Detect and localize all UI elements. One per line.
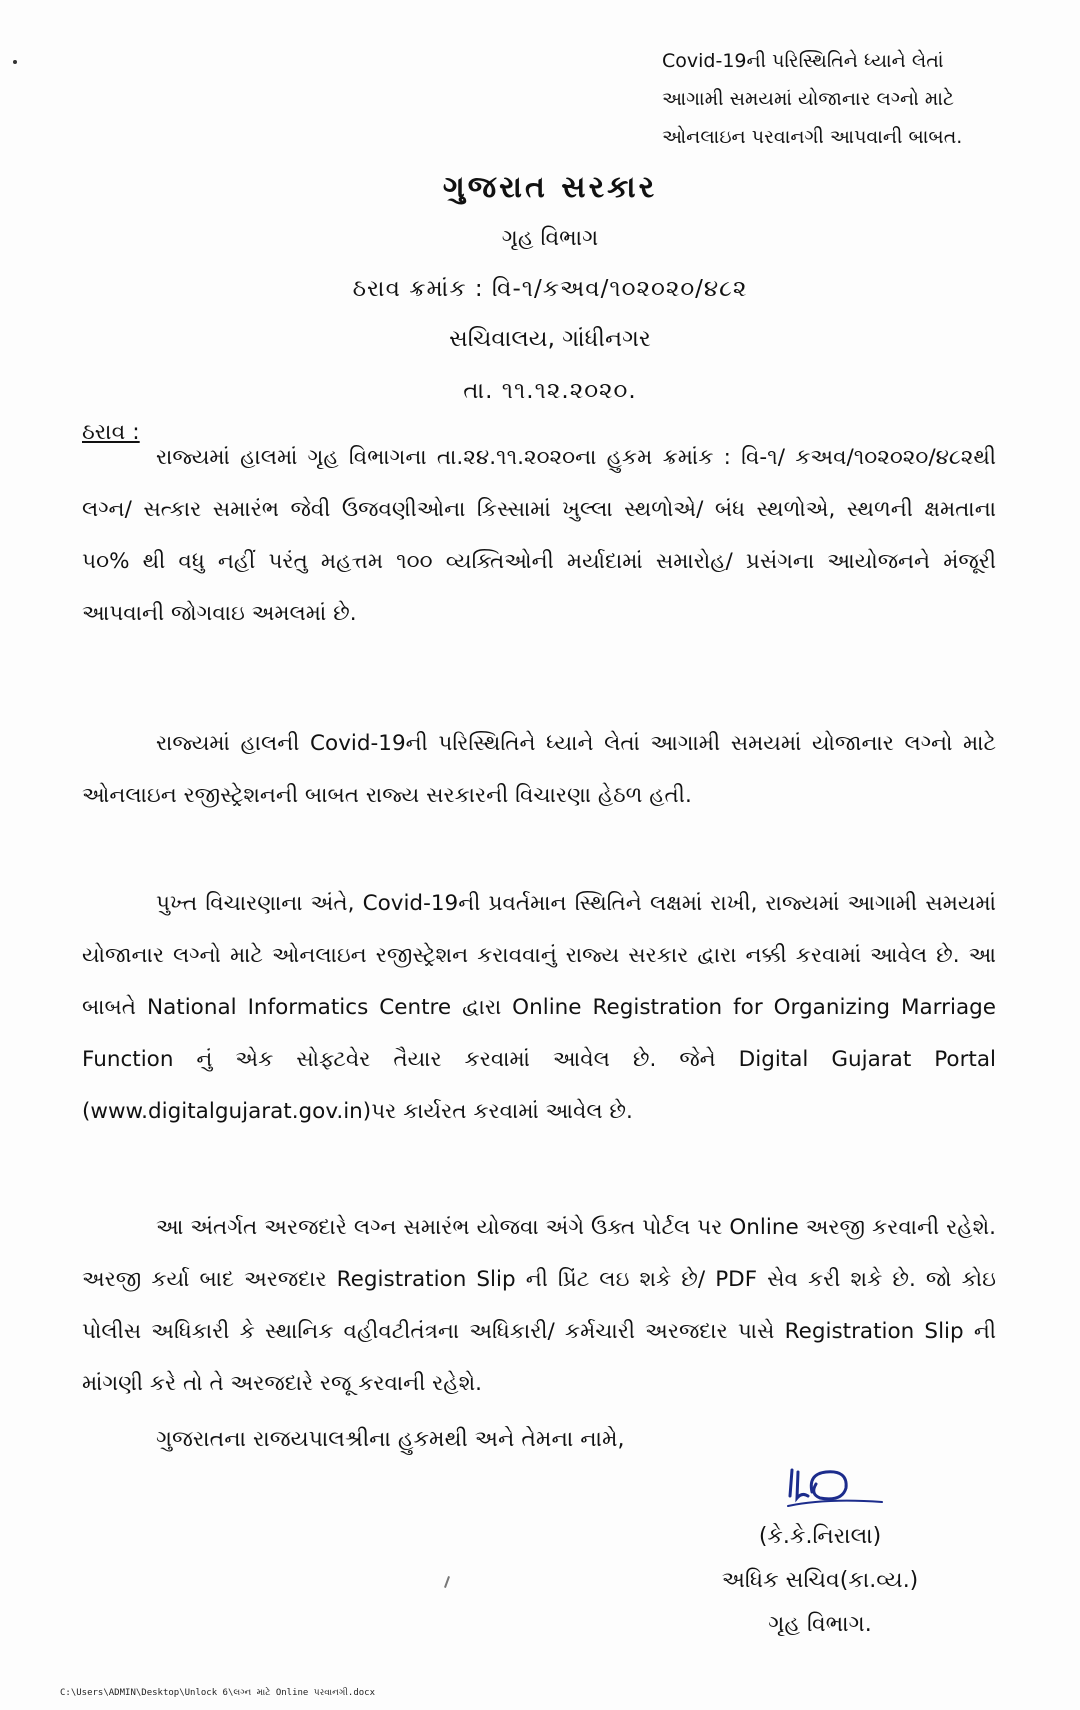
- body-paragraph: રાજ્યમાં હાલમાં ગૃહ વિભાગના તા.૨૪.૧૧.૨૦૨૦ના હુકમ ક્રમાંક : વિ-૧/ કઅવ/૧૦૨૦૨૦/૪૮૨થી લગ્ન/ સત્કાર સમારંભ જેવી ઉજવણીઓના કિસ્સામાં ખુલ્લા સ્થળોએ/ બંધ સ્થળોએ, સ્થળની ક્ષમતાના ૫૦% થી વધુ નહીં પરંતુ મહત્તમ ૧૦૦ વ્યક્તિઓની મર્યાદામાં સમારોહ/ પ્રસંગના આયોજનને મંજૂરી આપવાની જોગવાઇ અમલમાં છે.: [82, 445, 996, 626]
- resolution-label: ઠરાવ :: [82, 420, 140, 445]
- signatory-name: (કે.કે.નિરાલા): [758, 1524, 882, 1549]
- stray-mark: [444, 1576, 450, 1588]
- resolution-number: ઠરાવ ક્રમાંક : વિ-૧/કઅવ/૧૦૨૦૨૦/૪૮૨: [352, 276, 748, 302]
- body-paragraph: આ અંતર્ગત અરજદારે લગ્ન સમારંભ યોજવા અંગે ઉક્ત પોર્ટલ પર Online અરજી કરવાની રહેશે. અરજી કર્યા બાદ અરજદાર Registration Slip ની પ્રિંટ લઇ શકે છે/ PDF સેવ કરી શકે છે. જો કોઇ પોલીસ અધિકારી કે સ્થાનિક વહીવટીતંત્રના અધિકારી/ કર્મચારી અરજદાર પાસે Registration Slip ની માંગણી કરે તો તે અરજદારે રજૂ કરવાની રહેશે.: [82, 1215, 996, 1396]
- handwritten-signature: [786, 1462, 896, 1510]
- signatory-designation: અધિક સચિવ(કા.વ્ય.): [721, 1568, 919, 1593]
- subject-line: ઓનલાઇન પરવાનગી આપવાની બાબત.: [662, 126, 963, 148]
- body-paragraph: પુખ્ત વિચારણાના અંતે, Covid-19ની પ્રવર્તમાન સ્થિતિને લક્ષમાં રાખી, રાજ્યમાં આગામી સમયમાં યોજાનાર લગ્નો માટે ઓનલાઇન રજીસ્ટ્રેશન કરાવવાનું રાજ્ય સરકાર દ્વારા નક્કી કરવામાં આવેલ છે. આ બાબતે National Informatics Centre દ્વારા Online Registration for Organizing Marriage Function નું એક સોફ્ટવેર તૈયાર કરવામાં આવેલ છે. જેને Digital Gujarat Portal (www.digitalgujarat.gov.in)પર કાર્યરત કરવામાં આવેલ છે.: [82, 891, 996, 1124]
- department-name: ગૃહ વિભાગ: [501, 226, 599, 251]
- signatory-block: [640, 1515, 1000, 1647]
- scan-speck: [13, 60, 17, 64]
- subject-line: આગામી સમયમાં યોજાનાર લગ્નો માટે: [662, 88, 955, 110]
- footer-file-path: C:\Users\ADMIN\Desktop\Unlock 6\લગ્ન માટે Online પરવાનગી.docx: [60, 1688, 376, 1698]
- subject-note: [662, 42, 1062, 156]
- subject-line: Covid-19ની પરિસ્થિતિને ધ્યાને લેતાં: [662, 50, 944, 72]
- office-place: સચિવાલય, ગાંધીનગર: [449, 326, 651, 352]
- document-date: તા. ૧૧.૧૨.૨૦૨૦.: [463, 378, 637, 404]
- government-title: ગુજરાત સરકાર: [442, 170, 658, 205]
- closing-line: ગુજરાતના રાજયપાલશ્રીના હુકમથી અને તેમના નામે,: [156, 1427, 625, 1452]
- body-paragraph: રાજ્યમાં હાલની Covid-19ની પરિસ્થિતિને ધ્યાને લેતાં આગામી સમયમાં યોજાનાર લગ્નો માટે ઓનલાઇન રજીસ્ટ્રેશનની બાબત રાજ્ય સરકારની વિચારણા હેઠળ હતી.: [82, 731, 996, 808]
- signatory-department: ગૃહ વિભાગ.: [768, 1612, 872, 1637]
